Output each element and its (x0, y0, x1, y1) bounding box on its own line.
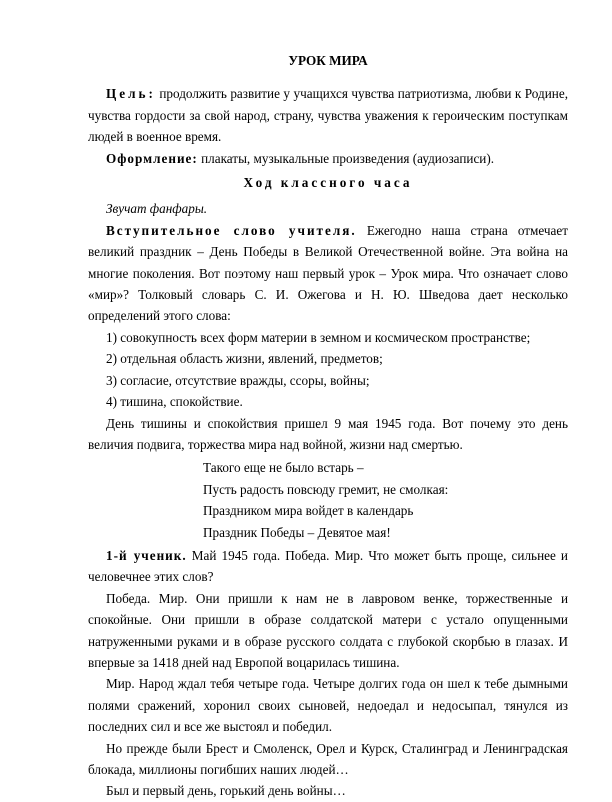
definition-item: 1) совокупность всех форм материи в земном и космическом пространстве; (106, 329, 531, 345)
body-paragraph: Мир. Народ ждал тебя четыре года. Четыре долгих года он шел к тебе дымными полями сражений, хоронил своих сыновей, недоедал и недосыпал, тянулся из последних сил и все же выстоял и победил. (88, 676, 568, 735)
goal-text: продолжить развитие у учащихся чувства патриотизма, любви к Родине, чувства гордости за свой народ, страну, чувства уважения к героическим поступкам людей в военное время. (88, 86, 568, 145)
student1-paragraph (88, 545, 568, 588)
poem-line: Такого еще не было встарь – (203, 460, 364, 476)
design-text: плакаты, музыкальные произведения (аудиозаписи). (197, 150, 495, 166)
body-paragraph: Но прежде были Брест и Смоленск, Орел и Курск, Сталинград и Ленинградская блокада, миллионы погибших наших людей… (88, 740, 568, 777)
page-title: УРОК МИРА (288, 53, 368, 68)
poem-line: Пусть радость повсюду гремит, не смолкая: (203, 481, 449, 497)
peace-day-paragraph: День тишины и спокойствия пришел 9 мая 1945 года. Вот почему это день величия подвига, торжества мира над войной, жизни над смертью. (88, 415, 568, 452)
poem-line: Праздником мира войдет в календарь (203, 503, 414, 519)
student1-label: 1-й ученик. (106, 547, 187, 563)
poem (203, 457, 568, 543)
body-paragraph: Победа. Мир. Они пришли к нам не в лавровом венке, торжественные и спокойные. Они пришли в образе солдатской матери с устало опущенными натруженными руками и в образе русского солдата с глубокой скорбью в глазах. И впервые за 1418 дней над Европой воцарилась тишина. (88, 590, 568, 670)
design-paragraph (88, 148, 568, 169)
poem-line: Праздник Победы – Девятое мая! (203, 524, 391, 540)
definition-item: 3) согласие, отсутствие вражды, ссоры, войны; (106, 372, 370, 388)
intro-label: Вступительное слово учителя. (106, 222, 357, 238)
goal-label: Цель: (106, 86, 156, 102)
intro-text: Ежегодно наша страна отмечает великий праздник – День Победы в Великой Отечественной войне. Эта война на многие поколения. Вот поэтому наш первый урок – Урок мира. Что означает слово «мир»? Толковый словарь С. И. Ожегова и Н. Ю. Шведова дает несколько определений этого слова: (88, 222, 568, 324)
intro-paragraph (88, 220, 568, 327)
student1-text: Май 1945 года. Победа. Мир. Что может быть проще, сильнее и человечнее этих слов? (88, 547, 568, 585)
definition-item: 2) отдельная область жизни, явлений, предметов; (106, 351, 383, 367)
section-heading: Ход классного часа (243, 175, 413, 191)
document-body (88, 50, 568, 802)
body-paragraph: Был и первый день, горький день войны… (106, 783, 346, 799)
goal-paragraph (88, 83, 568, 147)
stage-direction: Звучат фанфары. (106, 201, 208, 217)
definition-item: 4) тишина, спокойствие. (106, 394, 243, 410)
design-label: Оформление: (106, 150, 198, 166)
